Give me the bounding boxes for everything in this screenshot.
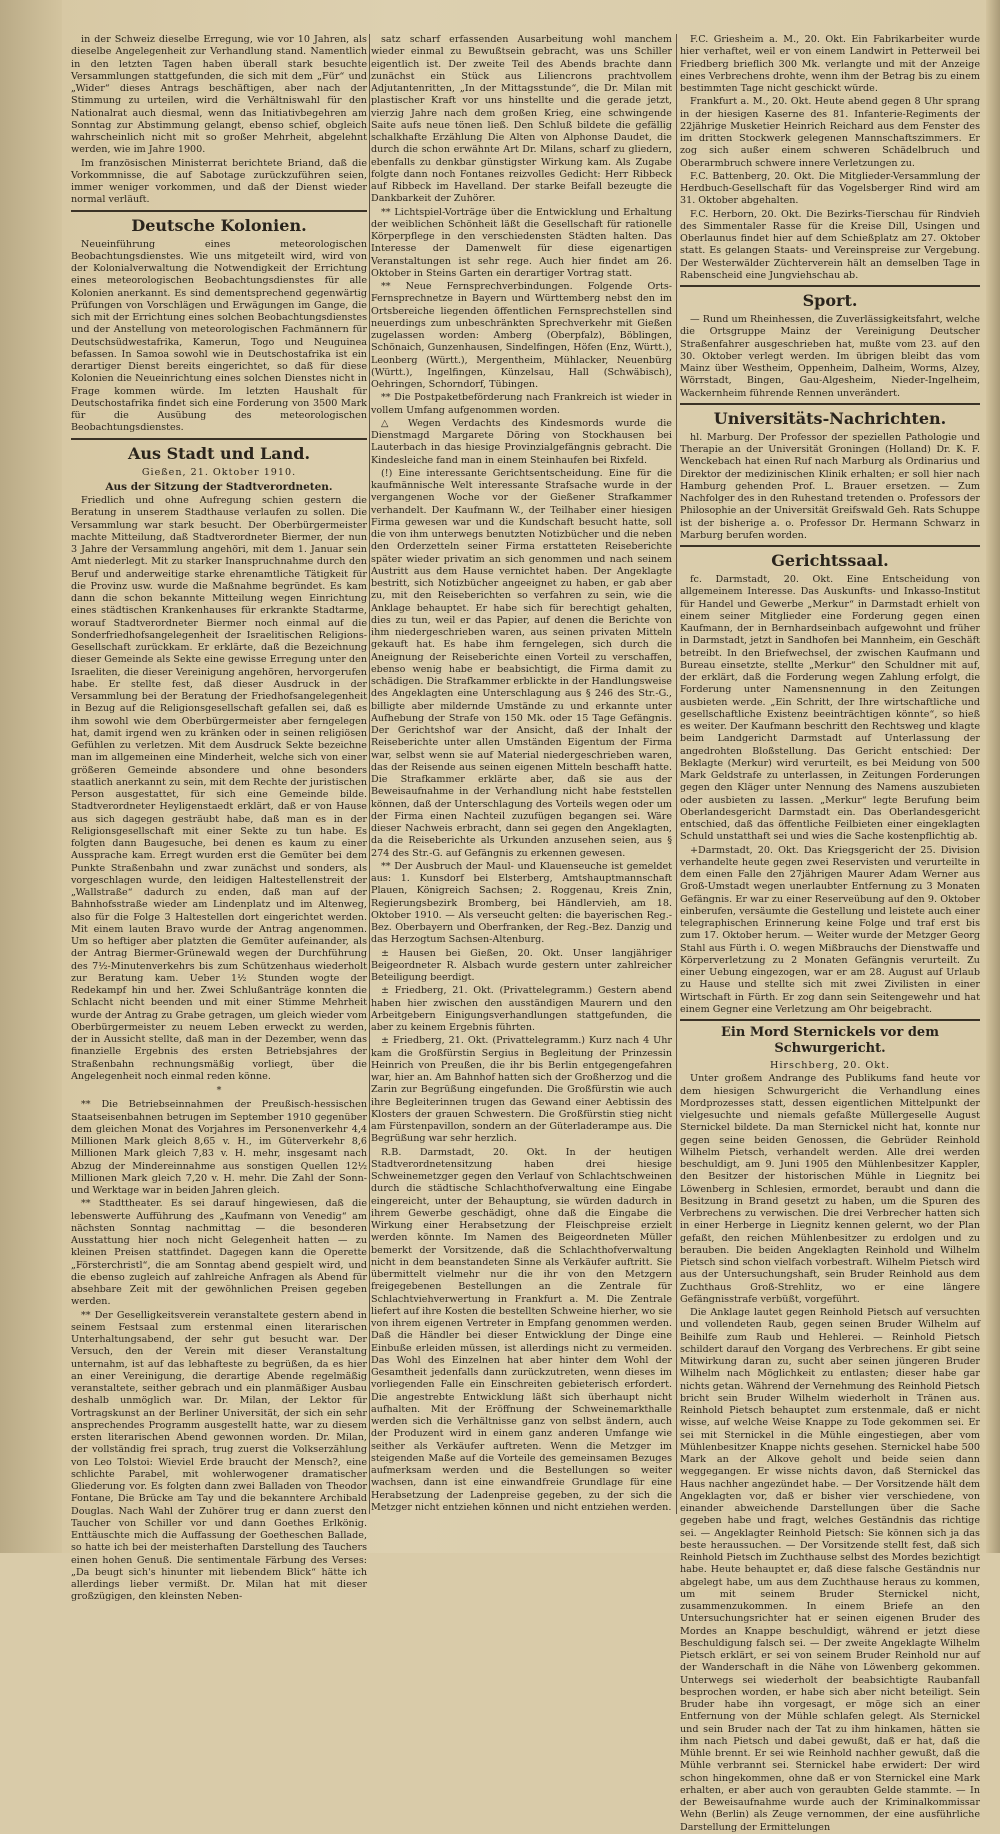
separator-star: *: [216, 1085, 222, 1096]
article-paragraph: △ Wegen Verdachts des Kindesmords wurde die Dienstmagd Margarete Döring von Stockhausen bei Lauterbach in das hiesige Provinzialgefängnis gebracht. Die Kindesleiche fand man in einem Steinhaufen bei Rixfeld.: [371, 417, 672, 466]
article-paragraph: satz scharf erfassenden Ausarbeitung wohl manchem wieder einmal zu Bewußtsein gebracht, was uns Schiller eigentlich ist. Der zweite Teil des Abends brachte dann zunächst ein Stück aus Liliencrons prachtvollem Adjutantenritten, „In der Mittagsstunde“, die Dr. Milan mit plastischer Kraft vor uns hinstellte und die gerade jetzt, vierzig Jahre nach dem großen Krieg, eine schwingende Saite aufs neue tönen ließ. Den Schluß bildete die gefällig schalkhafte Erzählung Die Alten von Alphonse Daudet, die durch die schon erwähnte Art Dr. Milans, scharf zu gliedern, ebenfalls zu denkbar günstigster Wirkung kam. Als Zugabe folgte dann noch Fontanes reizvolles Gedicht: Herr Ribbeck auf Ribbeck im Havelland. Der starke Beifall bezeugte die Dankbarkeit der Zuhörer.: [371, 34, 672, 205]
article-paragraph: (!) Eine interessante Gerichtsentscheidung. Eine für die kaufmännische Welt interessante Strafsache wurde in der vergangenen Woche vor der Gießener Strafkammer verhandelt. Der Kaufmann W., der Teilhaber einer hiesigen Firma gewesen war und die Kundschaft besucht hatte, soll die von ihm unterwegs benutzten Notizbücher und die neben den Orderzetteln seiner Firma erstatteten Reiseberichte später wieder privatim an sich genommen und nach seinem Austritt aus dem Hause vernichtet haben. Der Angeklagte bestritt, sich Notizbücher angeeignet zu haben, er gab aber zu, mit den Reiseberichten so verfahren zu sein, wie die Anklage behauptet. Er habe sich für berechtigt gehalten, dies zu tun, weil er das Papier, auf denen die Berichte von ihm niedergeschrieben waren, aus seinen privaten Mitteln gekauft hat. Es habe ihm ferngelegen, sich durch die Aneignung der Reiseberichte einen Vorteil zu verschaffen, ebenso wenig habe er beabsichtigt, die Firma damit zu schädigen. Die Strafkammer erblickte in der Handlungsweise des Angeklagten eine Unterschlagung aus § 246 des Str.-G., billigte aber mildernde Umstände zu und erkannte unter Aufhebung der Strafe von 150 Mk. oder 15 Tage Gefängnis. Der Gerichtshof war der Ansicht, daß der Inhalt der Reiseberichte unter allen Umständen Eigentum der Firma war, selbst wenn sie auf Material niedergeschrieben waren, das der Reisende aus seinen eigenen Mitteln beschafft hatte. Die Strafkammer erklärte aber, daß sie aus der Beweisaufnahme in der Verhandlung nicht habe feststellen können, daß der Unterschlagung des Vorteils wegen oder um der Firma einen Nachteil zuzufügen begangen sei. Wäre dieser Nachweis erbracht, dann sei gegen den Angeklagten, da die Reiseberichte als Urkunden anzusehen seien, aus § 274 des Str.-G. auf Gefängnis zu erkennen gewesen.: [371, 467, 672, 859]
column-3: [680, 34, 980, 1833]
article-paragraph: R.B. Darmstadt, 20. Okt. In der heutigen Stadtverordnetensitzung haben drei hiesige Schweinemetzger gegen den Verlauf von Schlachtschweinen durch die städtische Schlachthofverwaltung eine Eingabe eingereicht, unter der Behauptung, sie würden dadurch in ihrem Gewerbe geschädigt, ohne daß die Eingabe die Wirkung einer Herabsetzung der Fleischpreise erzielt werden könnte. Im Namen des Beigeordneten Müller bemerkt der Vorsitzende, daß die Schlachthofverwaltung nicht in dem beanstandeten Sinne als Verkäufer auftritt. Sie übermittelt vielmehr nur die ihr von den Metzgern freigegebenen Bestellungen an die Zentrale für Schlachtviehverwertung in Frankfurt a. M. Die Zentrale liefert auf ihre Kosten die bestellten Schweine hierher, wo sie von ihrem eigenen Vertreter in Empfang genommen werden. Daß die Händler bei dieser Entwicklung der Dinge eine Einbuße erleiden müssen, ist allerdings nicht zu vermeiden. Das Wohl des Einzelnen hat aber hinter dem Wohl der Gesamtheit jedenfalls dann zurückzutreten, wenn dieses im vorliegenden Falle ein Einschreiten gebieterisch erfordert. Die angestrebte Entwicklung läßt sich überhaupt nicht aufhalten. Mit der Eröffnung der Schweinemarkthalle werden sich die Verhältnisse ganz von selbst ändern, auch der Produzent wird in einem ganz anderen Umfange wie seither als Verkäufer auftreten. Wenn die Metzger im steigenden Maße auf die Vorteile des gemeinsamen Bezuges aufmerksam werden und die Bestellungen so weiter wachsen, dann ist eine einwandfreie Grundlage für eine Herabsetzung der Ladenpreise gegeben, zu der sich die Metzger nicht entziehen können und nicht entziehen werden.: [371, 1146, 672, 1513]
article-paragraph: Die Anklage lautet gegen Reinhold Pietsch auf versuchten und vollendeten Raub, gegen seinen Bruder Wilhelm auf Beihilfe zum Raub und Hehlerei. — Reinhold Pietsch schildert darauf den Vorgang des Verbrechens. Er gibt seine Mitwirkung daran zu, sucht aber seinen jüngeren Bruder Wilhelm nach Möglichkeit zu entlasten; dieser habe gar nichts getan. Während der Vernehmung des Reinhold Pietsch bricht sein Bruder Wilhelm wiederholt in Tränen aus. Reinhold Pietsch behauptet zum erstenmale, daß er nicht wisse, auf welche Weise Knappe zu Tode gekommen sei. Er sei mit Sternickel in die Mühle eingestiegen, aber vom Mühlenbesitzer Knappe nichts gesehen. Sternickel habe 500 Mark an der Alkove geholt und beide seien dann weggegangen. Er wisse nichts davon, daß Sternickel das Haus nachher angezündet habe. — Der Vorsitzende hält dem Angeklagten vor, daß er bisher vier verschiedene, von einander abweichende Darstellungen über die Sache gegeben habe und fragt, welches Geständnis das richtige sei. — Angeklagter Reinhold Pietsch: Sie können sich ja das beste heraussuchen. — Der Vorsitzende stellt fest, daß sich Reinhold Pietsch im Zuchthause selbst des Mordes bezichtigt habe. Heute behauptet er, daß diese falsche Geständnis nur abgelegt habe, um aus dem Zuchthause heraus zu kommen, um mit seinem Bruder Sternickel nicht, zusammenzukommen. In einem Briefe an den Untersuchungsrichter hat er seinen eigenen Bruder des Mordes an Knappe beschuldigt, während er jetzt diese Beschuldigung falsch sei. — Der zweite Angeklagte Wilhelm Pietsch erklärt, er sei von seinem Bruder Reinhold nur auf der Wanderschaft in die Nähe von Löwenberg gekommen. Unterwegs sei wiederholt der beabsichtigte Raubanfall besprochen worden, er habe sich aber nicht beteiligt. Sein Bruder habe ihn vorgesagt, er möge sich an einer Entfernung von der Mühle schlafen gelegt. Als Sternickel und sein Bruder nach der Tat zu ihm hinkamen, hätten sie ihm nach Pietsch und dabei gewußt, daß er hat, daß die Mühle brennt. Er sei wie Reinhold nachher gewußt, daß die Mühle verbrannt sei. Sternickel habe erwidert: Der wird schon hingekommen, ohne daß er von Sternickel eine Mark erhalten, er aber auch von geraubten Gelde stammte. — In der Beweisaufnahme wurde auch der Kriminalkommissar Wehn (Berlin) als Zeuge vernommen, der eine ausführliche Darstellung der Ermittelungen: [680, 1307, 980, 1833]
article-paragraph: fc. Darmstadt, 20. Okt. Eine Entscheidung von allgemeinem Interesse. Das Auskunfts- und Inkasso-Institut für Handel und Gewerbe „Merkur“ in Darmstadt erhielt von einem seiner Mitglieder eine Forderung gegen einen Kaufmann, der in Bernhardseinbach aufgewohnt und früher in Darmstadt, jetzt in Sandhofen bei Mannheim, ein Geschäft betreibt. In den Briefwechsel, der zwischen Kaufmann und Bureau einsetzte, stellte „Merkur“ den Schuldner mit auf, der erklärt, daß die Forderung wegen Zahlung erfolgt, die Forderung unter Namensnennung in den Zeitungen ausbieten werde. „Ein Schritt, der Ihre wirtschaftliche und gesellschaftliche Existenz beeinträchtigen könnte“, so hieß es weiter. Der Kaufmann beschritt den Rechtsweg und klagte beim Landgericht Darmstadt auf Unterlassung der angedrohten Bloßstellung. Das Gericht entschied: Der Beklagte (Merkur) wird verurteilt, es bei Meidung von 500 Mark Geldstrafe zu unterlassen, in Zeitungen Forderungen gegen den Kläger unter Nennung des Namens auszubieten oder ausbieten zu lassen. „Merkur“ legte Berufung beim Oberlandesgericht Darmstadt ein. Das Oberlandesgericht entschied, daß das öffentliche Feilbieten einer eingeklagten Schuld unstatthaft sei und wies die Sache kostenpflichtig ab.: [680, 574, 980, 843]
article-paragraph: ** Der Geselligkeitsverein veranstaltete gestern abend in seinem Festsaal zum erstenmal einen literarischen Unterhaltungsabend, der sehr gut besucht war. Der Versuch, den der Verein mit dieser Veranstaltung unternahm, ist auf das lebhafteste zu begrüßen, da es hier an einer Vereinigung, die derartige Abende regelmäßig veranstaltete, seither gebrach und ein planmäßiger Ausbau deshalb unmöglich war. Dr. Milan, der Lektor für Vortragskunst an der Berliner Universität, der sich ein sehr ansprechendes Programm ausgestellt hatte, war zu diesem ersten literarischen Abend gewonnen worden. Dr. Milan, der vollständig frei sprach, trug zuerst die Volkserzählung von Leo Tolstoi: Wieviel Erde braucht der Mensch?, eine schlichte Parabel, mit wohlerwogener dramatischer Gliederung vor. Es folgten dann zwei Balladen von Theodor Fontane, Die Brücke am Tay und die bekanntere Archibald Douglas. Nach Wahl der Zuhörer trug er dann zuerst den Taucher von Schiller vor und dann Goethes Erlkönig. Enttäuschte mich die Auffassung der Goetheschen Ballade, so hatte ich bei der meisterhaften Darstellung des Tauchers einen hohen Genuß. Die sentimentale Färbung des Verses: „Da beugt sich's hinunter mit liebendem Blick“ hätte ich allerdings lieber vermißt. Dr. Milan hat mit dieser großzügigen, den kleinsten Neben-: [71, 1309, 367, 1603]
article-paragraph: F.C. Herborn, 20. Okt. Die Bezirks-Tierschau für Rindvieh des Simmentaler Rasse für die Kreise Dill, Usingen und Oberlaunus findet hier auf dem Schießplatz am 27. Oktober statt. Es gelangen Staats- und Vereinspreise zur Vergebung. Der Westerwälder Züchterverein hält an demselben Tage in Rabenscheid eine Jungviehschau ab.: [680, 208, 980, 281]
dateline: Hirschberg, 20. Okt.: [769, 1060, 891, 1071]
article-paragraph: ** Die Postpaketbeförderung nach Frankreich ist wieder in vollem Umfang aufgenommen worden.: [371, 392, 672, 416]
section-heading-gerichtssaal: Gerichtssaal.: [771, 551, 889, 570]
article-paragraph: Friedlich und ohne Aufregung schien gestern die Beratung in unserem Stadthause verlaufen zu sollen. Die Versammlung war stark besucht. Der Oberbürgermeister machte Mitteilung, daß Stadtverordneter Biermer, der nun 3 Jahre der Versammlung angehöri, mit dem 1. Januar sein Amt niederlegt. Mit zu starker Inanspruchnahme durch den Beruf und anderweitige starke ehrenamtliche Tätigkeit für die Provinz usw. wurde die Maßnahme begründet. Es kam dann die schon bekannte Mitteilung wegen Einrichtung eines städtischen Krankenhauses für erkrankte Stadtarme, worauf Stadtverordneter Biermer noch einmal auf die Sonderfriedhofsangelegenheit der Israelitischen Religions-Gesellschaft zurückkam. Er erklärte, daß die Bezeichnung dieser Gemeinde als Sekte eine gewisse Erregung unter den Israeliten, die dieser Vereinigung angehören, hervorgerufen habe. Er stellte fest, daß dieser Ausdruck in der Versammlung bei der Beratung der Friedhofsangelegenheit in Bezug auf die Religionsgesellschaft gefallen sei, daß es ihm sowohl wie dem Oberbürgermeister aber ferngelegen hat, damit irgend wen zu kränken oder in seinen religiösen Gefühlen zu verletzen. Mit dem Ausdruck Sekte bezeichne man im allgemeinen eine Minderheit, welche sich von einer größeren Gemeinde absondere und ohne besonders staatlich anerkannt zu sein, mit dem Rechte der juristischen Person ausgestattet, für sich eine Gemeinde bilde. Stadtverordneter Heyligenstaedt erklärt, daß er von Hause aus sich dagegen gesträubt habe, daß man es in der Religionsgesellschaft mit einer Sekte zu tun habe. Es folgten dann Baugesuche, bei denen es kaum zu einer Aussprache kam. Erregt wurden erst die Gemüter bei dem Punkte Straßenbahn und zwar zunächst und sonders, als vorgeschlagen wurde, den leidigen Haltestellenstreit der „Wallstraße“ dadurch zu enden, daß man auf der Bahnhofsstraße wieder am Lindenplatz und im Altenweg, also für die Folge 3 Haltestellen dort eingerichtet werden. Mit einem lauten Bravo wurde der Antrag angenommen. Um so heftiger aber platzten die Gemüter aufeinander, als der Antrag Biermer-Grünewald wegen der Durchführung des 7½-Minutenverkehrs bis zum Schützenhaus wiederholt zur Beratung kam. Ueber 1½ Stunden wogte der Redekampf hin und her. Zwei Schlußanträge konnten die Schlacht nicht beenden und mit einer Stimme Mehrheit wurde der Antrag zu Grabe getragen, um gleich wieder vom Oberbürgermeister zu neuem Leben erweckt zu werden, der in Aussicht stellte, daß man in der Dezember, wenn das finanzielle Ergebnis des ersten Betriebsjahres der Straßenbahn rechnungsmäßig vorliegt, über die Angelegenheit noch einmal reden könne.: [71, 495, 367, 1082]
article-paragraph: hl. Marburg. Der Professor der speziellen Pathologie und Therapie an der Universität Groningen (Holland) Dr. K. F. Wenckebach hat einen Ruf nach Marburg als Ordinarius und Direktor der medizinischen Klinik erhalten; er soll hier nach Hamburg gehenden Prof. L. Brauer ersetzen. — Zum Nachfolger des in den Ruhestand tretenden o. Professors der Philosophie an der Universität Greifswald Geh. Rats Schuppe ist der bisherige a. o. Professor Dr. Hermann Schwarz in Marburg berufen worden.: [680, 431, 980, 541]
section-divider: [680, 285, 980, 287]
article-paragraph: — Rund um Rheinhessen, die Zuverlässigkeitsfahrt, welche die Ortsgruppe Mainz der Vereinigung Deutscher Straßenfahrer ausgeschrieben hat, mußte vom 23. auf den 30. Oktober verlegt werden. Im übrigen bleibt das vom Mainz über Westheim, Oppenheim, Dalheim, Worms, Alzey, Wörrstadt, Bingen, Gau-Algesheim, Nieder-Ingelheim, Wackernheim führende Rennen unverändert.: [680, 314, 980, 399]
column-1: [71, 34, 367, 1603]
section-heading-mord: Ein Mord Sternickels vor dem Schwurgericht.: [721, 1025, 939, 1056]
article-paragraph: ± Hausen bei Gießen, 20. Okt. Unser langjähriger Beigeordneter R. Alsbach wurde gestern unter zahlreicher Beteiligung beerdigt.: [371, 947, 672, 983]
column-2: [371, 34, 672, 1514]
article-paragraph: Frankfurt a. M., 20. Okt. Heute abend gegen 8 Uhr sprang in der hiesigen Kaserne des 81. Infanterie-Regiments der 22jährige Musketier Heinrich Reichard aus dem Fenster des im dritten Stockwerk gelegenen Mannschaftszimmers. Er zog sich außer einem schweren Schädelbruch und Oberarmbruch schwere innere Verletzungen zu.: [680, 96, 980, 169]
article-paragraph: ** Die Betriebseinnahmen der Preußisch-hessischen Staatseisenbahnen betrugen im September 1910 gegenüber dem gleichen Monat des Vorjahres im Personenverkehr 4,4 Millionen Mark gleich 8,65 v. H., im Güterverkehr 8,6 Millionen Mark gleich 7,83 v. H. mehr, insgesamt nach Abzug der Mindereinnahme aus sonstigen Quellen 12½ Millionen Mark gleich 7,20 v. H. mehr. Die Zahl der Sonn- und Werktage war in beiden Jahren gleich.: [71, 1099, 367, 1196]
section-divider: [71, 210, 367, 212]
dateline: Gießen, 21. Oktober 1910.: [141, 466, 297, 478]
article-paragraph: ± Friedberg, 21. Okt. (Privattelegramm.) Gestern abend haben hier zwischen den ausständigen Maurern und den Arbeitgebern Einigungsverhandlungen stattgefunden, die aber zu keinem Ergebnis führten.: [371, 985, 672, 1033]
article-paragraph: in der Schweiz dieselbe Erregung, wie vor 10 Jahren, als dieselbe Angelegenheit zur Verhandlung stand. Namentlich in den letzten Tagen haben überall stark besuchte Versammlungen stattgefunden, die sich mit dem „Für“ und „Wider“ dieses Antrags beschäftigen, aber nach der Stimmung zu urteilen, wird die Verhältniswahl für den Nationalrat auch diesmal, wenn das Initiativbegehren am Sonntag zur Abstimmung gelangt, ebenso schief, obgleich wahrscheinlich nicht mit so großer Mehrheit, abgelehnt werden, wie im Jahre 1900.: [71, 34, 367, 156]
article-paragraph: F.C. Griesheim a. M., 20. Okt. Ein Fabrikarbeiter wurde hier verhaftet, weil er von einem Landwirt in Petterweil bei Friedberg brieflich 300 Mk. verlangte und mit der Anzeige eines Verbrechens drohte, wenn ihm der Betrag bis zu einem bestimmten Tage nicht geschickt würde.: [680, 34, 980, 94]
article-paragraph: ** Stadttheater. Es sei darauf hingewiesen, daß die lebenswerte Aufführung des „Kaufmann von Venedig“ am nächsten Sonntag nachmittag — die besonderen Ausstattung hier noch nicht Gelegenheit hatten — zu kleinen Preisen stattfindet. Dagegen kann die Operette „Försterchristl“, die am Sonntag abend gespielt wird, und die ebenso zugleich auf zahlreiche Anfragen als Abend für absehbare Zeit mit der gewöhnlichen Preisen gegeben werden.: [71, 1198, 367, 1308]
article-paragraph: +Darmstadt, 20. Okt. Das Kriegsgericht der 25. Division verhandelte heute gegen zwei Reservisten und verurteilte in dem einen Falle den 27jährigen Maurer Adam Werner aus Groß-Umstadt wegen unerlaubter Entfernung zu 3 Monaten Gefängnis. Er war zu einer Reserveübung auf den 9. Oktober einberufen, versäumte die Gestellung und leistete auch einer telegraphischen Erinnerung keine Folge und traf erst bis zum 17. Oktober herum. — Weiter wurde der Metzger Georg Stahl aus Fürth i. O. wegen Mißbrauchs der Dienstwaffe und Körperverletzung zu 2 Monaten Gefängnis verurteilt. Zu einer Uebung eingezogen, war er am 28. August auf Urlaub zu Hause und stellte sich mit zwei Zivilisten in einer Wirtschaft in Fürth. Er zog dann sein Seitengewehr und hat einem Gegner eine Verletzung am Ohr beigebracht.: [680, 844, 980, 1015]
article-paragraph: Im französischen Ministerrat berichtete Briand, daß die Vorkommnisse, die auf Sabotage zurückzuführen seien, immer weniger vorkommen, und daß der Dienst wieder normal verläuft.: [71, 157, 367, 206]
section-divider: [680, 1019, 980, 1021]
page-edge-right: [986, 0, 1000, 1553]
article-subheading: Aus der Sitzung der Stadtverordneten.: [105, 480, 333, 493]
section-heading-stadt-land: Aus Stadt und Land.: [127, 443, 311, 463]
article-paragraph: Neueinführung eines meteorologischen Beobachtungsdienstes. Wie uns mitgeteilt wird, wird von der Kolonialverwaltung die Notwendigkeit der Errichtung eines meteorologischen Beobachtungsdienstes für alle Kolonien anerkannt. Es sind dementsprechend gegenwärtig Prüfungen von Vorschlägen und Erwägungen im Gange, die sich mit der Errichtung eines solchen Beobachtungsdienstes und der Anstellung von meteorologischen Fachmännern für Deutschsüdwestafrika, Kamerun, Togo und Neuguinea befassen. In Samoa sowohl wie in Deutschostafrika ist ein derartiger Dienst bereits eingerichtet, so daß für diese Kolonien die Neueinrichtung eines solchen Dienstes nicht in Frage kommen würde. Im letzten Haushalt für Deutschostafrika findet sich eine Forderung von 3500 Mark für die Ausübung des meteorologischen Beobachtungsdienstes.: [71, 238, 367, 434]
section-divider: [71, 438, 367, 440]
section-heading-kolonien: Deutsche Kolonien.: [131, 215, 307, 235]
article-paragraph: ± Friedberg, 21. Okt. (Privattelegramm.) Kurz nach 4 Uhr kam die Großfürstin Sergius in Begleitung der Prinzessin Heinrich von Preußen, die ihr bis Berlin entgegengefahren war, hier an. Am Bahnhof hatten sich der Großherzog und die Zarin zur Begrüßung eingefunden. Die Großfürstin wie auch ihre Begleiterinnen trugen das Gewand einer Aebtissin des Klosters der grauen Schwestern. Die Großfürstin stieg nicht am Fürstenpavillon, sondern an der Güterladerampe aus. Die Begrüßung war sehr herzlich.: [371, 1035, 672, 1145]
section-divider: [680, 545, 980, 547]
article-paragraph: F.C. Battenberg, 20. Okt. Die Mitglieder-Versammlung der Herdbuch-Gesellschaft für das Vogelsberger Rind wird am 31. Oktober abgehalten.: [680, 170, 980, 207]
section-heading-universitaet: Universitäts-Nachrichten.: [713, 408, 947, 428]
page-edge-left: [0, 0, 62, 1553]
article-paragraph: ** Neue Fernsprechverbindungen. Folgende Orts-Fernsprechnetze in Bayern und Württemberg nebst den im Ortsbereiche liegenden öffentlichen Fernsprechstellen sind neuerdings zum unbeschränkten Sprechverkehr mit Gießen zugelassen worden: Amberg (Oberpfalz), Böblingen, Schönaich, Gunzenhausen, Sindelfingen, Höfen (Enz, Württ.), Leonberg (Württ.), Mergentheim, Mühlacker, Neuenbürg (Württ.), Ingelfingen, Künzelsau, Hall (Schwäbisch), Oehringen, Schorndorf, Tübingen.: [371, 281, 672, 390]
section-heading-sport: Sport.: [802, 291, 858, 310]
column-rule: [369, 34, 370, 1514]
article-paragraph: Unter großem Andrange des Publikums fand heute vor dem hiesigen Schwurgericht die Verhandlung eines Mordprozesses statt, dessen eigentlichen Mittelpunkt der vielgesuchte und niemals gefaßte Müllergeselle August Sternickel bildete. Da man Sternickel nicht hat, konnte nur gegen seine beiden Genossen, die Gebrüder Reinhold Wilhelm Pietsch, verhandelt werden. Alle drei werden beschuldigt, am 9. Juni 1905 den Mühlenbesitzer Kappler, den Besitzer der historischen Mühle in Liegnitz bei Löwenberg in Schlesien, ermordet, beraubt und dann die Besitzung in Brand gesetzt zu haben, um die Spuren des Verbrechens zu verwischen. Die drei Verbrecher hatten sich in einer Herberge in Liegnitz kennen gelernt, wo der Plan gefaßt, den reichen Mühlenbesitzer zu erdolgen und zu berauben. Die beiden Angeklagten Reinhold und Wilhelm Pietsch sind schon vielfach vorbestraft. Wilhelm Pietsch wird aus der Untersuchungshaft, sein Bruder Reinhold aus dem Zuchthaus Groß-Strehlitz, wo er eine längere Gefängnisstrafe verbüßt, vorgeführt.: [680, 1073, 980, 1305]
article-paragraph: ** Lichtspiel-Vorträge über die Entwicklung und Erhaltung der weiblichen Schönheit läßt die Gesellschaft für rationelle Körperpflege in den verschiedensten Städten halten. Das Interesse der Damenwelt für diese eigenartigen Veranstaltungen ist sehr rege. Auch hier findet am 26. Oktober in Steins Garten ein derartiger Vortrag statt.: [371, 206, 672, 279]
article-paragraph: ** Der Ausbruch der Maul- und Klauenseuche ist gemeldet aus: 1. Kunsdorf bei Elsterberg, Amtshauptmannschaft Plauen, Königreich Sachsen; 2. Roggenau, Kreis Znin, Regierungsbezirk Bromberg, bei Händlervieh, am 18. Oktober 1910. — Als verseucht gelten: die bayerischen Reg.-Bez. Oberbayern und Oberfranken, der Reg.-Bez. Danzig und das Herzogtum Sachsen-Altenburg.: [371, 860, 672, 946]
section-divider: [680, 403, 980, 405]
column-rule: [676, 34, 677, 1514]
